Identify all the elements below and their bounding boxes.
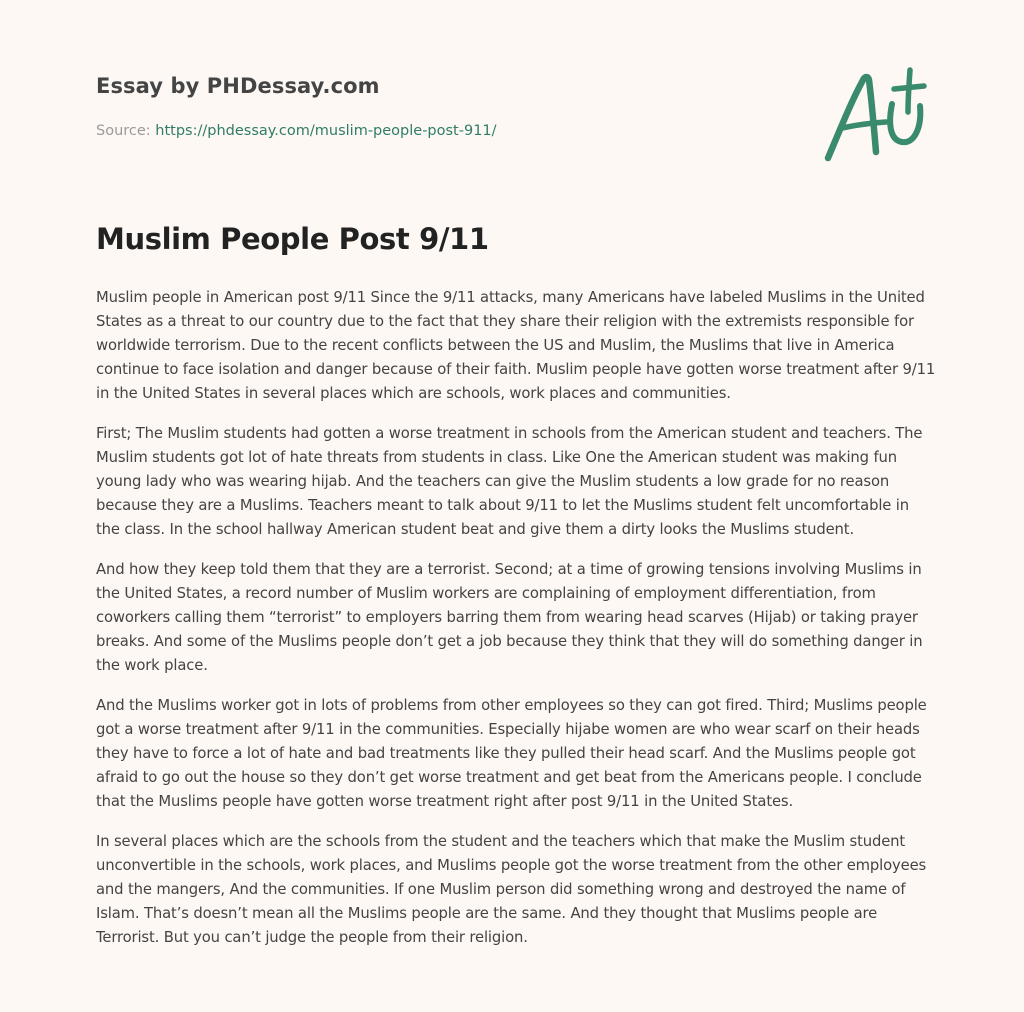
paragraph-5: In several places which are the schools from the student and the teachers which that make the Muslim student unconvertible in the schools, work places, and Muslims people got the worse treatment from the other employees and the mangers, And the communities. If one Muslim person did something wrong and destroyed the name of Islam. That’s doesn’t mean all the Muslims people are the same. And they thought that Muslims people are Terrorist. But you can’t judge the people from their religion. — [96, 833, 927, 946]
paragraph-2: First; The Muslim students had gotten a worse treatment in schools from the American student and teachers. The Muslim students got lot of hate threats from students in class. Like One the American student was making fun young lady who was wearing hijab. And the teachers can give the Muslim students a low grade for no reason because they are a Muslims. Teachers meant to talk about 9/11 to let the Muslims student felt uncomfortable in the class. In the school hallway American student beat and give them a dirty looks the Muslims student. — [96, 425, 923, 538]
paragraph-4: And the Muslims worker got in lots of problems from other employees so they can got fired. Third; Muslims people got a worse treatment after 9/11 in the communities. Especially hijabe women are who wear scarf on their heads they have to force a lot of hate and bad treatments like they pulled their head scarf. And the Muslims people got afraid to go out the house so they don’t get worse treatment and get beat from the Americans people. I conclude that the Muslims people have gotten worse treatment right after post 9/11 in the United States. — [96, 697, 927, 810]
paragraph-1: Muslim people in American post 9/11 Since the 9/11 attacks, many Americans have labeled Muslims in the United States as a threat to our country due to the fact that they share their religion with the extremists responsible for worldwide terrorism. Due to the recent conflicts between the US and Muslim, the Muslims that live in America continue to face isolation and danger because of their faith. Muslim people have gotten worse treatment after 9/11 in the United States in several places which are schools, work places and communities. — [96, 289, 936, 402]
essay-body — [96, 286, 936, 966]
paragraph-3: And how they keep told them that they are a terrorist. Second; at a time of growing tensions involving Muslims in the United States, a record number of Muslim workers are complaining of employment differentiation, from coworkers calling them “terrorist” to employers barring them from wearing head scarves (Hijab) or taking prayer breaks. And some of the Muslims people don’t get a job because they think that they will do something danger in the work place. — [96, 561, 923, 674]
source-label: Source: — [96, 123, 151, 139]
site-brand: Essay by PHDessay.com — [96, 74, 380, 98]
essay-title: Muslim People Post 9/11 — [96, 222, 489, 256]
a-plus-logo-icon — [816, 62, 934, 170]
source-line — [96, 123, 497, 139]
source-link[interactable]: https://phdessay.com/muslim-people-post-911/ — [155, 123, 497, 139]
